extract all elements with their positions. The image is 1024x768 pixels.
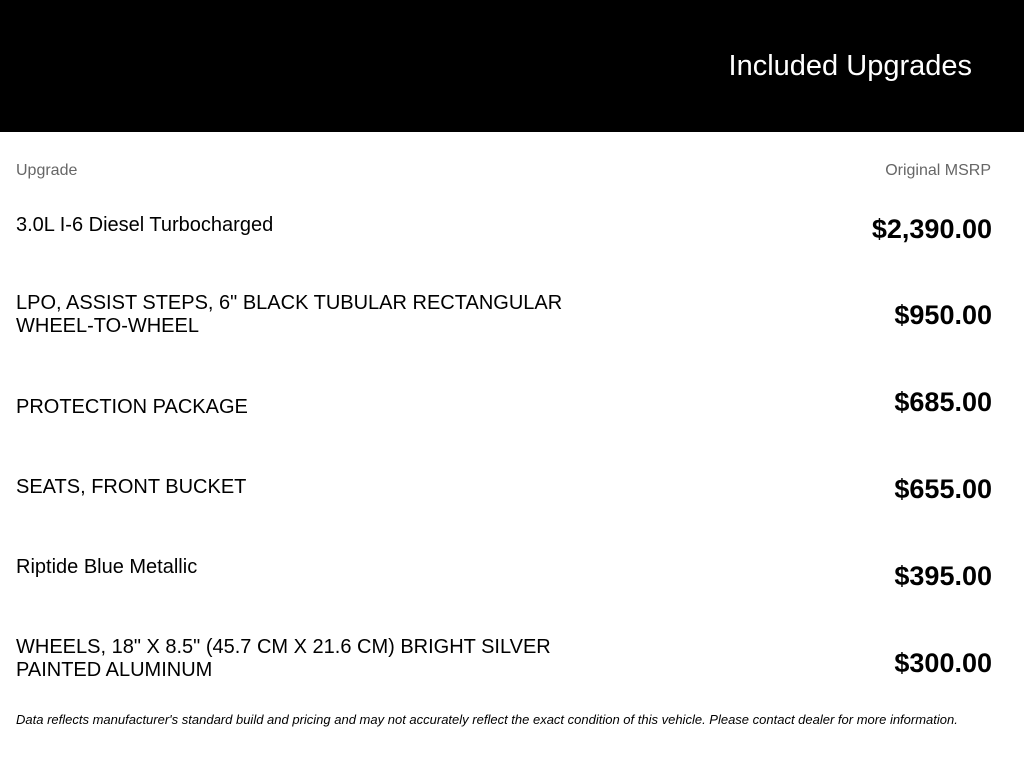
upgrade-price: $300.00	[894, 648, 992, 678]
upgrade-price: $950.00	[894, 300, 992, 330]
upgrade-row	[0, 545, 1024, 632]
upgrade-price: $655.00	[894, 474, 992, 504]
upgrade-name: WHEELS, 18" X 8.5" (45.7 CM X 21.6 CM) BRIGHT SILVER PAINTED ALUMINUM	[16, 636, 551, 681]
upgrade-price: $395.00	[894, 561, 992, 591]
upgrade-name: SEATS, FRONT BUCKET	[16, 476, 247, 498]
upgrade-price: $2,390.00	[871, 214, 992, 244]
upgrade-row	[0, 465, 1024, 552]
upgrade-name: 3.0L I-6 Diesel Turbocharged	[16, 214, 274, 236]
upgrade-price: $685.00	[894, 387, 992, 417]
column-header-upgrade: Upgrade	[16, 162, 78, 179]
upgrade-name: Riptide Blue Metallic	[16, 556, 198, 578]
upgrade-row	[0, 625, 1024, 712]
header-banner	[0, 0, 1024, 132]
upgrade-name: PROTECTION PACKAGE	[16, 396, 248, 418]
upgrade-row	[0, 384, 1024, 471]
upgrade-name: LPO, ASSIST STEPS, 6" BLACK TUBULAR RECTANGULAR WHEEL-TO-WHEEL	[16, 292, 563, 337]
disclaimer-text: Data reflects manufacturer's standard build and pricing and may not accurately reflect the exact condition of this vehicle. Please contact dealer for more information.	[16, 712, 958, 727]
page-title: Included Upgrades	[728, 50, 972, 82]
upgrade-row	[0, 292, 1024, 379]
column-header-msrp: Original MSRP	[885, 162, 991, 179]
upgrade-row	[0, 210, 1024, 297]
